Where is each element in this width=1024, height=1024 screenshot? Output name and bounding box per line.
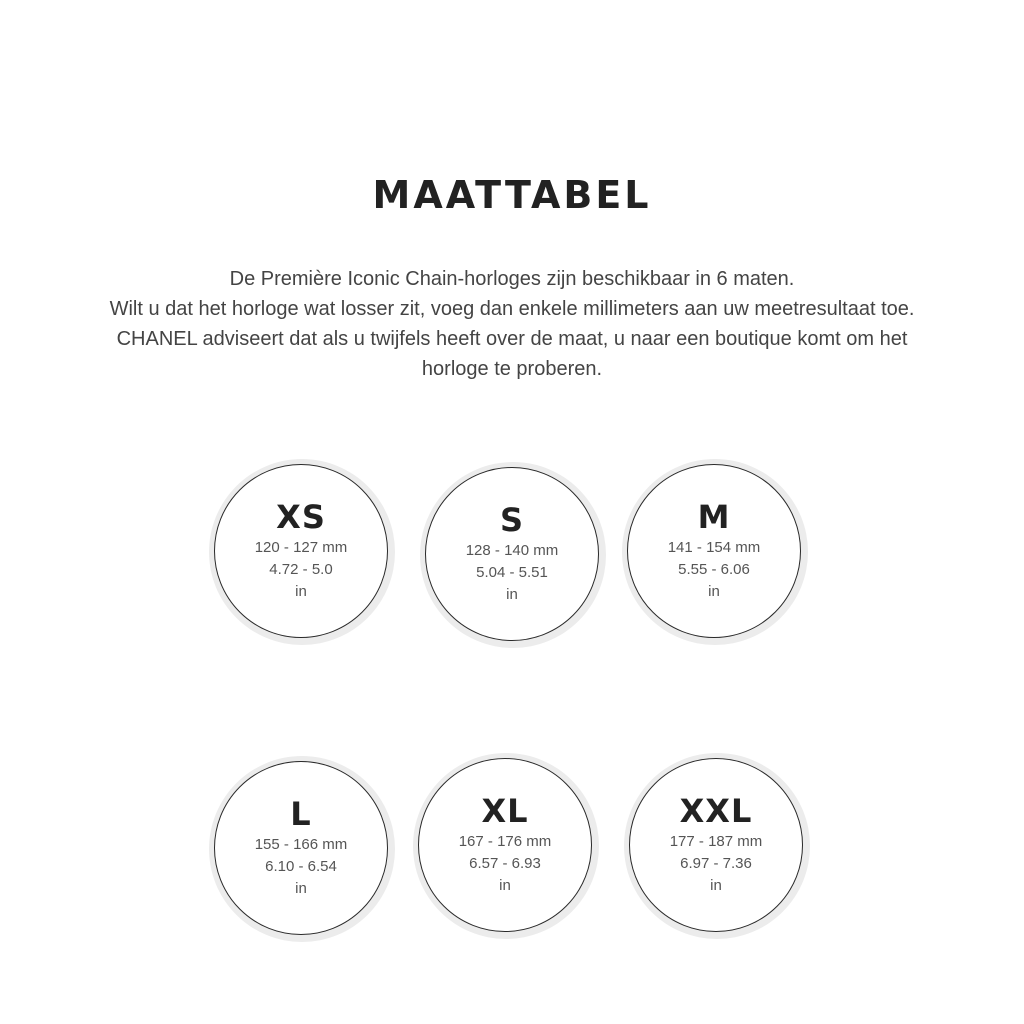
size-inch-unit: in: [295, 583, 307, 600]
size-mm-range: 177 - 187 mm: [669, 833, 763, 850]
size-circle-l: [209, 756, 395, 942]
size-circle-s: [420, 462, 606, 648]
size-inch-range: 6.57 - 6.93: [469, 855, 541, 872]
size-circle-xl: [413, 753, 599, 939]
size-label: S: [499, 501, 525, 539]
size-circle-xs: [209, 459, 395, 645]
intro-text: [20, 264, 1004, 384]
size-inch-range: 6.10 - 6.54: [265, 858, 337, 875]
size-label: L: [290, 795, 312, 833]
size-label: XL: [481, 792, 529, 830]
size-circle-inner: [425, 467, 599, 641]
size-mm-range: 141 - 154 mm: [667, 539, 761, 556]
size-inch-unit: in: [499, 877, 511, 894]
size-mm-range: 167 - 176 mm: [458, 833, 552, 850]
size-circle-inner: [214, 464, 388, 638]
size-inch-unit: in: [506, 586, 518, 603]
size-mm-range: 120 - 127 mm: [254, 539, 348, 556]
size-inch-range: 6.97 - 7.36: [680, 855, 752, 872]
size-label: XXL: [679, 792, 753, 830]
size-label: XS: [276, 498, 326, 536]
size-inch-range: 5.04 - 5.51: [476, 564, 548, 581]
size-circle-xxl: [624, 753, 810, 939]
size-circle-inner: [627, 464, 801, 638]
intro-line: horloge te proberen.: [421, 358, 603, 380]
size-mm-range: 155 - 166 mm: [254, 836, 348, 853]
size-circle-inner: [629, 758, 803, 932]
size-inch-unit: in: [710, 877, 722, 894]
size-mm-range: 128 - 140 mm: [465, 542, 559, 559]
size-inch-unit: in: [295, 880, 307, 897]
size-inch-range: 5.55 - 6.06: [678, 561, 750, 578]
size-circle-inner: [418, 758, 592, 932]
intro-line: De Première Iconic Chain-horloges zijn beschikbaar in 6 maten.: [229, 268, 795, 290]
intro-line: CHANEL adviseert dat als u twijfels heeft over de maat, u naar een boutique komt om het: [116, 328, 908, 350]
size-label: M: [697, 498, 731, 536]
intro-line: Wilt u dat het horloge wat losser zit, voeg dan enkele millimeters aan uw meetresultaat toe.: [109, 298, 915, 320]
size-inch-range: 4.72 - 5.0: [269, 561, 333, 578]
page-title: MAATTABEL: [372, 173, 652, 217]
size-circle-m: [622, 459, 808, 645]
size-inch-unit: in: [708, 583, 720, 600]
size-circle-inner: [214, 761, 388, 935]
